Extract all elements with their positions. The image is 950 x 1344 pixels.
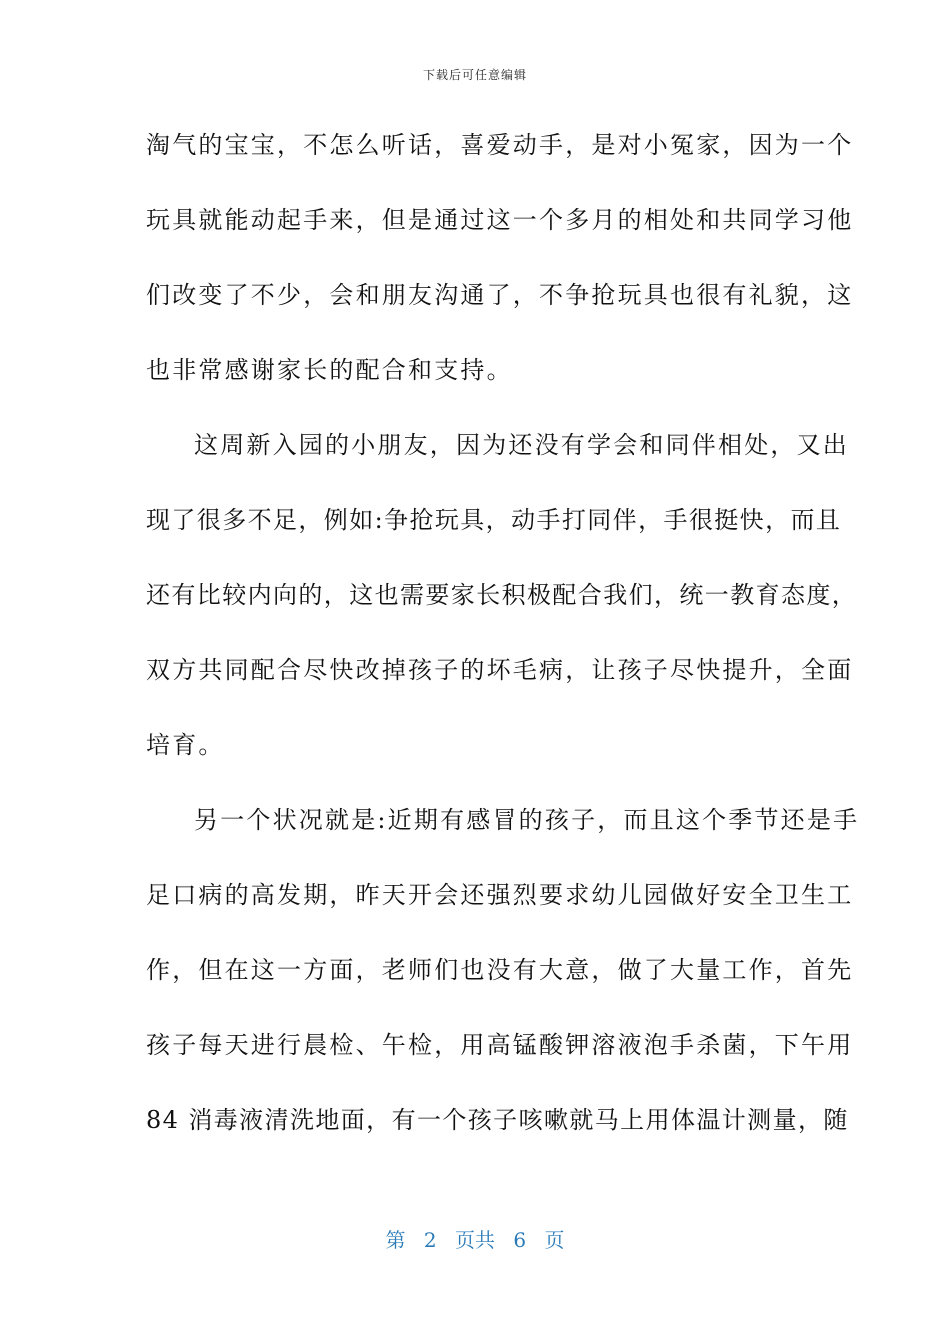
text-line: 84 消毒液清洗地面，有一个孩子咳嗽就马上用体温计测量，随 xyxy=(146,1106,849,1134)
text-line: 也非常感谢家长的配合和支持。 xyxy=(146,356,513,384)
text-line: 现了很多不足，例如:争抢玩具，动手打同伴，手很挺快，而且 xyxy=(146,506,842,534)
page-header: 下载后可任意编辑 xyxy=(422,68,527,82)
page-footer xyxy=(0,1224,950,1253)
footer-suffix: 页 xyxy=(544,1228,565,1252)
text-line: 双方共同配合尽快改掉孩子的坏毛病，让孩子尽快提升，全面 xyxy=(146,656,854,684)
text-line: 孩子每天进行晨检、午检，用高锰酸钾溶液泡手杀菌，下午用 xyxy=(146,1031,854,1059)
footer-total-pages: 6 xyxy=(513,1228,527,1252)
text-line: 作，但在这一方面，老师们也没有大意，做了大量工作，首先 xyxy=(146,956,854,984)
text-line: 们改变了不少，会和朋友沟通了，不争抢玩具也很有礼貌，这 xyxy=(146,281,854,309)
text-line: 足口病的高发期，昨天开会还强烈要求幼儿园做好安全卫生工 xyxy=(146,881,854,909)
document-body xyxy=(146,118,860,1168)
footer-page-number: 2 xyxy=(423,1228,437,1252)
text-line: 还有比较内向的，这也需要家长积极配合我们，统一教育态度， xyxy=(146,581,858,609)
text-line: 玩具就能动起手来，但是通过这一个多月的相处和共同学习他 xyxy=(146,206,854,234)
footer-middle: 页共 xyxy=(455,1228,495,1252)
text-line: 这周新入园的小朋友，因为还没有学会和同伴相处，又出 xyxy=(194,431,849,459)
footer-prefix: 第 xyxy=(385,1228,406,1252)
text-line: 淘气的宝宝，不怎么听话，喜爱动手，是对小冤家，因为一个 xyxy=(146,131,854,159)
text-line: 另一个状况就是:近期有感冒的孩子，而且这个季节还是手 xyxy=(194,806,860,834)
text-line: 培育。 xyxy=(146,731,225,759)
